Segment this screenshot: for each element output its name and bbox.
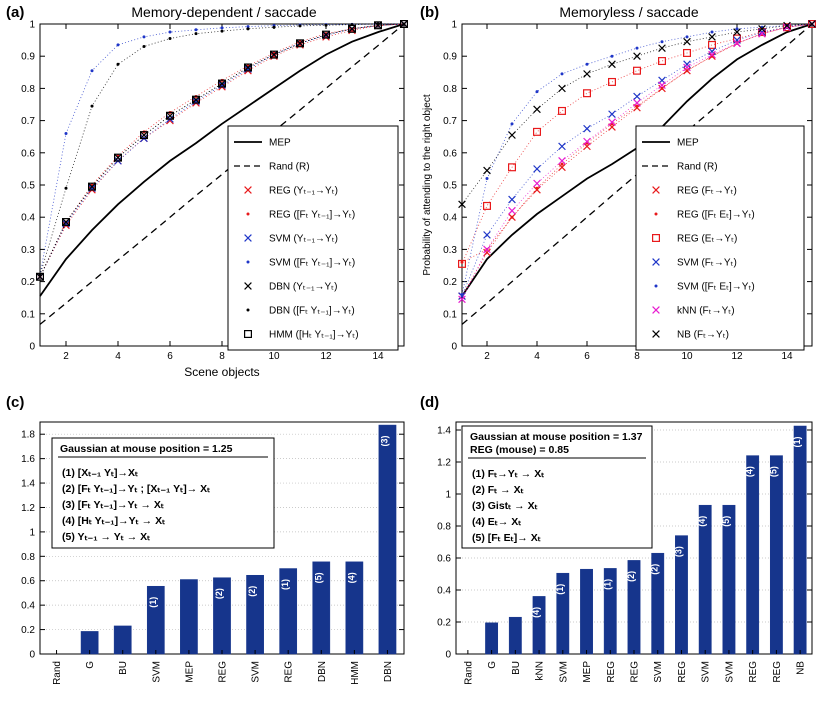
svg-text:SVM ([Fₜ Eₜ]→Yₜ): SVM ([Fₜ Eₜ]→Yₜ) bbox=[677, 281, 755, 293]
svg-text:0.6: 0.6 bbox=[21, 576, 35, 588]
svg-text:4: 4 bbox=[534, 351, 540, 362]
svg-text:DBN: DBN bbox=[316, 661, 328, 683]
svg-text:(4) Eₜ→ Xₜ: (4) Eₜ→ Xₜ bbox=[472, 516, 522, 528]
svg-text:Gaussian at mouse position = 1: Gaussian at mouse position = 1.37 bbox=[470, 431, 643, 443]
svg-text:REG: REG bbox=[629, 661, 641, 683]
svg-text:(5): (5) bbox=[313, 572, 324, 584]
svg-text:0.1: 0.1 bbox=[21, 309, 35, 321]
svg-text:Rand: Rand bbox=[463, 661, 475, 685]
svg-text:0.6: 0.6 bbox=[437, 553, 451, 565]
svg-text:BU: BU bbox=[118, 661, 130, 675]
svg-text:1.6: 1.6 bbox=[21, 454, 35, 466]
panel-a-letter: (a) bbox=[6, 4, 25, 21]
svg-text:(4): (4) bbox=[531, 606, 542, 618]
svg-text:0.3: 0.3 bbox=[21, 244, 35, 256]
svg-text:14: 14 bbox=[781, 351, 793, 362]
svg-text:0.4: 0.4 bbox=[443, 212, 457, 224]
svg-text:(1) Fₜ→Yₜ → Xₜ: (1) Fₜ→Yₜ → Xₜ bbox=[472, 468, 545, 480]
svg-text:(3) [Fₜ Yₜ₋₁]→Yₜ → Xₜ: (3) [Fₜ Yₜ₋₁]→Yₜ → Xₜ bbox=[62, 499, 165, 511]
svg-text:(2): (2) bbox=[214, 588, 224, 600]
svg-text:(5): (5) bbox=[720, 515, 731, 527]
svg-text:Rand (R): Rand (R) bbox=[677, 161, 718, 173]
svg-text:MEP: MEP bbox=[677, 137, 699, 149]
svg-text:SVM: SVM bbox=[724, 661, 736, 683]
svg-text:2: 2 bbox=[63, 351, 69, 362]
svg-text:(1) [Xₜ₋₁ Yₜ]→Xₜ: (1) [Xₜ₋₁ Yₜ]→Xₜ bbox=[62, 467, 139, 479]
svg-text:REG: REG bbox=[748, 661, 760, 683]
svg-text:SVM (Fₜ→Yₜ): SVM (Fₜ→Yₜ) bbox=[677, 257, 737, 269]
svg-text:NB: NB bbox=[795, 661, 807, 675]
svg-text:NB (Fₜ→Yₜ): NB (Fₜ→Yₜ) bbox=[677, 329, 730, 341]
panel-a-title: Memory-dependent / saccade bbox=[131, 4, 317, 20]
svg-text:Gaussian at mouse position = 1: Gaussian at mouse position = 1.25 bbox=[60, 443, 233, 455]
svg-text:0.8: 0.8 bbox=[21, 83, 35, 95]
svg-text:Probability of attending to th: Probability of attending to the right object bbox=[422, 94, 433, 276]
svg-text:(2): (2) bbox=[247, 585, 258, 597]
svg-text:(2): (2) bbox=[626, 570, 636, 582]
svg-text:0.4: 0.4 bbox=[437, 585, 451, 597]
svg-text:SVM ([Fₜ Yₜ₋₁]→Yₜ): SVM ([Fₜ Yₜ₋₁]→Yₜ) bbox=[269, 257, 356, 269]
svg-text:SVM: SVM bbox=[250, 661, 262, 683]
svg-text:1: 1 bbox=[445, 489, 451, 501]
svg-text:0.4: 0.4 bbox=[21, 600, 35, 612]
svg-text:BU: BU bbox=[510, 661, 522, 675]
svg-text:0: 0 bbox=[29, 341, 35, 353]
svg-text:0.5: 0.5 bbox=[21, 180, 35, 192]
svg-text:0.1: 0.1 bbox=[443, 309, 457, 321]
svg-text:G: G bbox=[487, 661, 499, 669]
svg-text:0.3: 0.3 bbox=[443, 244, 457, 256]
svg-text:(1): (1) bbox=[554, 583, 565, 595]
panel-b-plot bbox=[414, 0, 822, 392]
svg-text:(2) Fₜ → Xₜ: (2) Fₜ → Xₜ bbox=[472, 484, 524, 496]
svg-text:0.9: 0.9 bbox=[443, 51, 457, 63]
svg-text:(5) Yₜ₋₁ → Yₜ → Xₜ: (5) Yₜ₋₁ → Yₜ → Xₜ bbox=[62, 531, 151, 543]
svg-text:(1): (1) bbox=[792, 436, 803, 448]
svg-text:REG ([Fₜ Eₜ]→Yₜ): REG ([Fₜ Eₜ]→Yₜ) bbox=[677, 209, 755, 221]
svg-text:DBN: DBN bbox=[382, 661, 394, 683]
svg-text:0.6: 0.6 bbox=[21, 148, 35, 160]
svg-text:MEP: MEP bbox=[582, 661, 594, 683]
svg-text:REG: REG bbox=[283, 661, 295, 683]
svg-text:1.2: 1.2 bbox=[437, 457, 451, 469]
svg-text:MEP: MEP bbox=[184, 661, 196, 683]
svg-text:kNN: kNN bbox=[534, 661, 546, 681]
svg-text:10: 10 bbox=[681, 351, 693, 362]
svg-text:Rand: Rand bbox=[52, 661, 64, 685]
svg-text:0.7: 0.7 bbox=[21, 116, 35, 128]
svg-text:0.5: 0.5 bbox=[443, 180, 457, 192]
svg-text:(1): (1) bbox=[147, 596, 158, 608]
svg-text:(4): (4) bbox=[346, 572, 357, 584]
panel-c-plot bbox=[0, 392, 414, 728]
panel-d bbox=[414, 392, 822, 728]
svg-text:0: 0 bbox=[29, 649, 35, 661]
svg-text:REG: REG bbox=[217, 661, 229, 683]
svg-text:6: 6 bbox=[584, 351, 590, 362]
svg-text:SVM (Yₜ₋₁→Yₜ): SVM (Yₜ₋₁→Yₜ) bbox=[269, 233, 338, 245]
svg-text:REG ([Fₜ Yₜ₋₁]→Yₜ): REG ([Fₜ Yₜ₋₁]→Yₜ) bbox=[269, 209, 356, 221]
panel-d-letter: (d) bbox=[420, 394, 440, 411]
svg-text:Scene objects: Scene objects bbox=[184, 365, 260, 379]
svg-text:1.2: 1.2 bbox=[21, 502, 35, 514]
svg-text:4: 4 bbox=[115, 351, 121, 362]
svg-text:Rand (R): Rand (R) bbox=[269, 161, 310, 173]
svg-text:kNN (Fₜ→Yₜ): kNN (Fₜ→Yₜ) bbox=[677, 305, 735, 317]
panel-b-title: Memoryless / saccade bbox=[559, 4, 699, 20]
svg-text:DBN (Yₜ₋₁→Yₜ): DBN (Yₜ₋₁→Yₜ) bbox=[269, 281, 338, 293]
svg-text:6: 6 bbox=[167, 351, 173, 362]
svg-text:(3): (3) bbox=[673, 546, 684, 558]
svg-text:0.7: 0.7 bbox=[443, 116, 457, 128]
svg-text:1.4: 1.4 bbox=[437, 425, 451, 437]
svg-text:REG (Fₜ→Yₜ): REG (Fₜ→Yₜ) bbox=[677, 185, 737, 197]
svg-text:(5) [Fₜ Eₜ]→ Xₜ: (5) [Fₜ Eₜ]→ Xₜ bbox=[472, 532, 541, 544]
panel-a-plot bbox=[0, 0, 414, 392]
panel-a bbox=[0, 0, 414, 392]
svg-text:0: 0 bbox=[451, 341, 457, 353]
svg-text:10: 10 bbox=[268, 351, 280, 362]
svg-text:12: 12 bbox=[320, 351, 332, 362]
svg-text:1: 1 bbox=[451, 19, 457, 31]
svg-text:MEP: MEP bbox=[269, 137, 291, 149]
svg-text:(1): (1) bbox=[280, 579, 291, 591]
svg-text:HMM: HMM bbox=[349, 661, 361, 685]
svg-text:1.4: 1.4 bbox=[21, 478, 35, 490]
svg-text:(2) [Fₜ Yₜ₋₁]→Yₜ ; [Xₜ₋₁ Yₜ]→: (2) [Fₜ Yₜ₋₁]→Yₜ ; [Xₜ₋₁ Yₜ]→ Xₜ bbox=[62, 483, 211, 495]
svg-text:14: 14 bbox=[372, 351, 384, 362]
svg-text:0.8: 0.8 bbox=[443, 83, 457, 95]
svg-text:REG: REG bbox=[771, 661, 783, 683]
panel-b bbox=[414, 0, 822, 392]
svg-text:8: 8 bbox=[219, 351, 225, 362]
svg-text:(3) Gistₜ → Xₜ: (3) Gistₜ → Xₜ bbox=[472, 500, 538, 512]
svg-text:(4) [Hₜ Yₜ₋₁]→Yₜ → Xₜ: (4) [Hₜ Yₜ₋₁]→Yₜ → Xₜ bbox=[62, 515, 166, 527]
svg-text:(1): (1) bbox=[602, 578, 613, 590]
svg-text:0.4: 0.4 bbox=[21, 212, 35, 224]
svg-text:0.9: 0.9 bbox=[21, 51, 35, 63]
svg-text:(5): (5) bbox=[768, 466, 779, 478]
svg-text:REG: REG bbox=[676, 661, 688, 683]
svg-text:G: G bbox=[85, 661, 97, 669]
svg-text:SVM: SVM bbox=[558, 661, 570, 683]
svg-text:1.8: 1.8 bbox=[21, 429, 35, 441]
svg-text:HMM ([Hₜ Yₜ₋₁]→Yₜ): HMM ([Hₜ Yₜ₋₁]→Yₜ) bbox=[269, 329, 359, 341]
panel-b-letter: (b) bbox=[420, 4, 440, 21]
svg-text:0.8: 0.8 bbox=[437, 521, 451, 533]
svg-text:DBN ([Fₜ Yₜ₋₁]→Yₜ): DBN ([Fₜ Yₜ₋₁]→Yₜ) bbox=[269, 305, 355, 317]
svg-text:REG: REG bbox=[605, 661, 617, 683]
svg-text:SVM: SVM bbox=[151, 661, 163, 683]
svg-text:8: 8 bbox=[634, 351, 640, 362]
svg-text:SVM: SVM bbox=[653, 661, 665, 683]
svg-text:REG (Yₜ₋₁→Yₜ): REG (Yₜ₋₁→Yₜ) bbox=[269, 185, 338, 197]
svg-text:1: 1 bbox=[29, 527, 35, 539]
svg-text:12: 12 bbox=[731, 351, 743, 362]
svg-text:0.2: 0.2 bbox=[21, 277, 35, 289]
svg-text:REG (mouse) = 0.85: REG (mouse) = 0.85 bbox=[470, 444, 569, 456]
svg-text:0.2: 0.2 bbox=[443, 277, 457, 289]
svg-text:0: 0 bbox=[445, 649, 451, 661]
panel-c-letter: (c) bbox=[6, 394, 25, 411]
panel-d-plot bbox=[414, 392, 822, 728]
panel-c bbox=[0, 392, 414, 728]
svg-text:0.2: 0.2 bbox=[21, 625, 35, 637]
svg-text:(4): (4) bbox=[697, 515, 708, 527]
svg-text:0.8: 0.8 bbox=[21, 551, 35, 563]
svg-text:0.2: 0.2 bbox=[437, 617, 451, 629]
svg-text:1: 1 bbox=[29, 19, 35, 31]
svg-text:REG (Eₜ→Yₜ): REG (Eₜ→Yₜ) bbox=[677, 233, 738, 245]
svg-text:(3): (3) bbox=[379, 435, 390, 447]
svg-text:(4): (4) bbox=[744, 466, 755, 478]
svg-text:2: 2 bbox=[484, 351, 490, 362]
svg-text:(2): (2) bbox=[649, 563, 660, 575]
svg-text:SVM: SVM bbox=[700, 661, 712, 683]
svg-text:0.6: 0.6 bbox=[443, 148, 457, 160]
